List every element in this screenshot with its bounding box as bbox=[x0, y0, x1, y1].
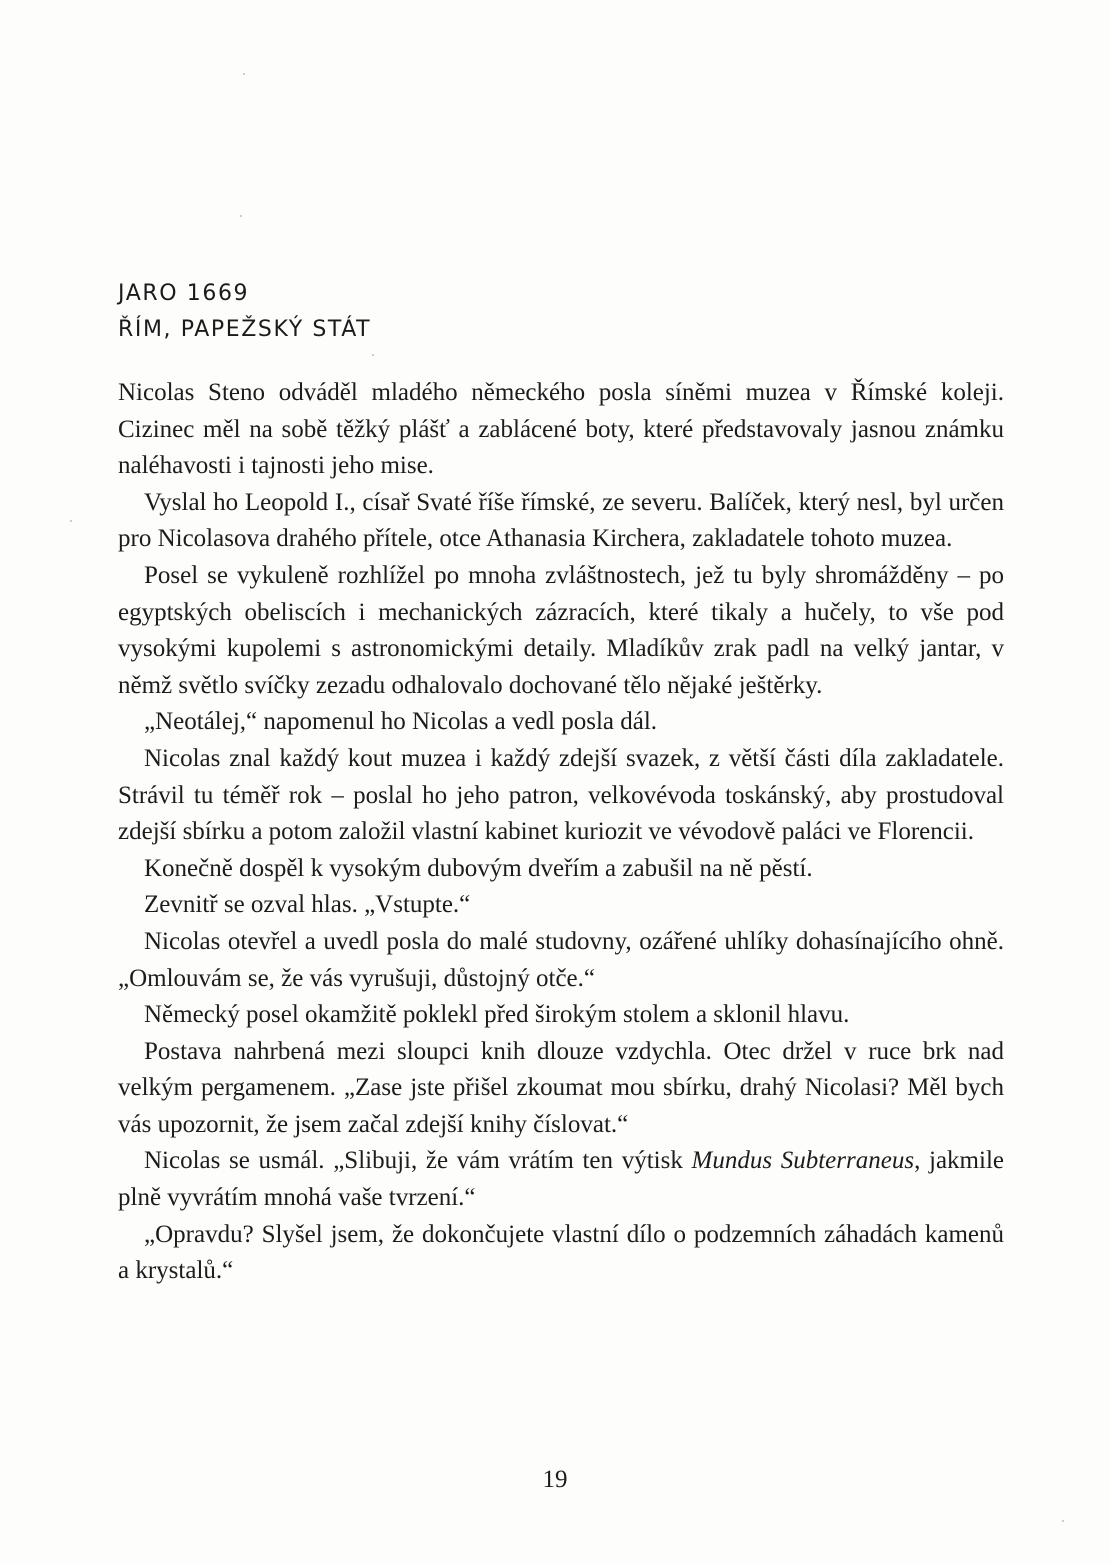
paragraph: Zevnitř se ozval hlas. „Vstupte.“ bbox=[144, 891, 471, 919]
paragraph: Vyslal ho Leopold I., císař Svaté říše římské, ze severu. Balíček, který nesl, byl určen pro Nicolasova drahého přítele, otce Athanasia Kirchera, zakladatele tohoto muzea. bbox=[118, 488, 1004, 553]
paper-speck bbox=[1062, 1520, 1064, 1522]
paragraph: Konečně dospěl k vysokým dubovým dveřím a zabušil na ně pěstí. bbox=[144, 854, 813, 882]
paragraph: Nicolas otevřel a uvedl posla do malé studovny, ozářené uhlíky dohasínajícího ohně. „Omlouvám se, že vás vyrušuji, důstojný otče.“ bbox=[118, 927, 1004, 992]
paragraph bbox=[118, 1143, 1004, 1216]
page-number: 19 bbox=[542, 1466, 568, 1493]
paragraph: Německý posel okamžitě poklekl před širokým stolem a sklonil hlavu. bbox=[144, 1001, 850, 1029]
paragraph: Nicolas znal každý kout muzea i každý zdejší svazek, z větší části díla zakladatele. Strávil tu téměř rok – poslal ho jeho patron, velkovévoda toskánský, aby prostudoval zdejší sbírku a potom založil vlastní kabinet kuriozit ve vévodově paláci ve Florencii. bbox=[118, 744, 1004, 846]
paper-speck bbox=[372, 354, 374, 356]
paragraph-text: , jakmile plně vyvrátím mnohá vaše tvrzení.“ bbox=[118, 1147, 1004, 1212]
heading-place: ŘÍM, PAPEŽSKÝ STÁT bbox=[118, 317, 372, 342]
paragraph: „Neotálej,“ napomenul ho Nicolas a vedl posla dál. bbox=[144, 708, 658, 736]
paper-speck bbox=[243, 73, 245, 75]
paragraph: „Opravdu? Slyšel jsem, že dokončujete vlastní dílo o podzemních záhadách kamenů a krystalů.“ bbox=[118, 1220, 1004, 1285]
book-title: Mundus Subterraneus bbox=[691, 1147, 915, 1175]
paragraph-text: Nicolas se usmál. „Slibuji, že vám vrátím ten výtisk bbox=[144, 1147, 692, 1175]
paragraph: Nicolas Steno odváděl mladého německého posla síněmi muzea v Římské koleji. Cizinec měl na sobě těžký plášť a zablácené boty, které představovaly jasnou známku naléhavosti i tajnosti jeho mise. bbox=[118, 379, 1004, 480]
paper-speck bbox=[240, 215, 242, 217]
heading-date: JARO 1669 bbox=[118, 281, 250, 306]
chapter-heading bbox=[118, 276, 371, 348]
body-text bbox=[118, 375, 1004, 1290]
paragraph: Postava nahrbená mezi sloupci knih dlouze vzdychla. Otec držel v ruce brk nad velkým pergamenem. „Zase jste přišel zkoumat mou sbírku, drahý Nicolasi? Měl bych vás upozornit, že jsem začal zdejší knihy číslovat.“ bbox=[118, 1037, 1004, 1138]
paper-speck bbox=[70, 520, 72, 522]
paragraph: Posel se vykuleně rozhlížel po mnoha zvláštnostech, jež tu byly shromážděny – po egyptských obeliscích i mechanických zázracích, které tikaly a hučely, to vše pod vysokými kupolemi s astronomickými detaily. Mladíkův zrak padl na velký jantar, v němž světlo svíčky zezadu odhalovalo dochované tělo nějaké ještěrky. bbox=[118, 561, 1004, 699]
